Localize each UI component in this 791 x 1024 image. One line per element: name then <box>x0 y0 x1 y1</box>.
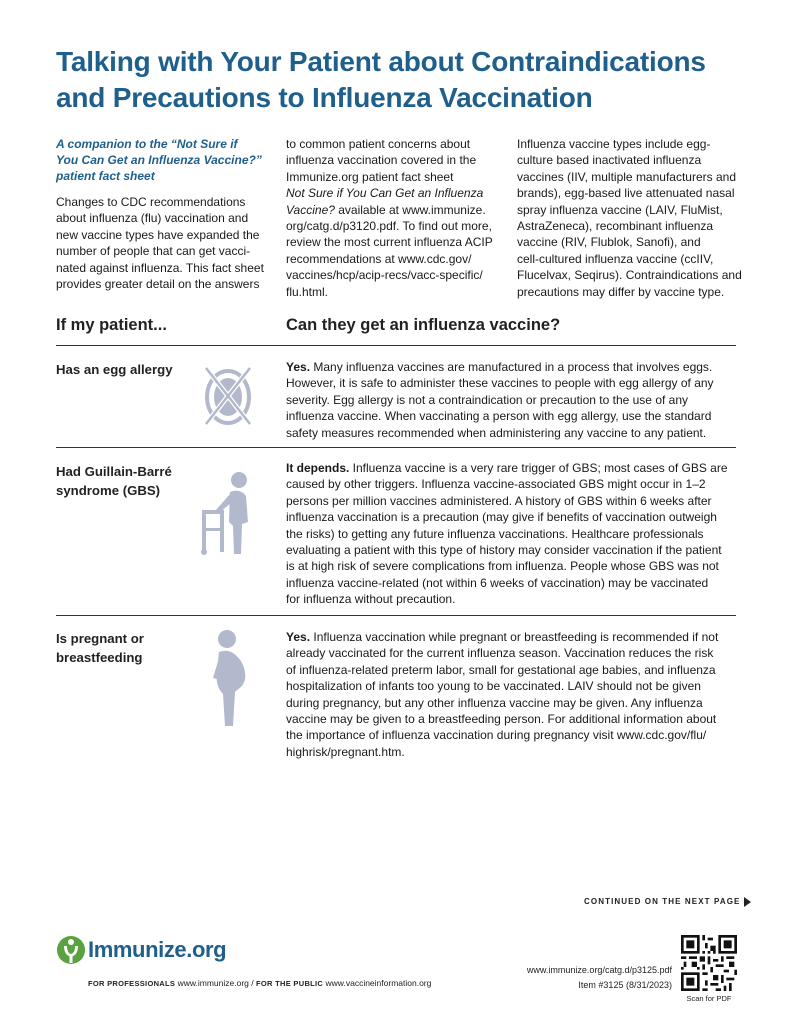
row-label-gbs: Had Guillain-Barré syndrome (GBS) <box>56 464 172 498</box>
intro-paragraph-3: Influenza vaccine types include egg- culture based inactivated influenza vaccines (IIV, multiple manufacturers and brands), egg-based live attenuated nasal spray influenza vaccine (LAIV, FluMist, AstraZeneca), recombinant influenza vaccine (RIV, Flublok, Sanofi), and cell-cultured influenza vaccine (ccIIV, Flucelvax, Seqirus). Contraindications and precautions may differ by vaccine type. <box>517 137 742 299</box>
answer-yes: Yes. <box>286 630 311 644</box>
document-url[interactable]: www.immunize.org/catg.d/p3125.pdf <box>526 965 672 975</box>
public-site-link[interactable]: www.vaccineinformation.org <box>325 978 432 988</box>
intro-paragraph-1: Changes to CDC recommendations about influenza (flu) vaccination and new vaccine types have expanded the number of people that can get vacci- nated against influenza. This fact sheet provides greater detail on the answers <box>56 195 264 292</box>
answer-yes: Yes. <box>286 360 311 374</box>
triangle-arrow-icon <box>744 897 751 907</box>
answer-it-depends: It depends. <box>286 461 350 475</box>
logo-wordmark: Immunize.org <box>88 937 227 962</box>
crossed-out-egg-icon <box>200 362 256 428</box>
intro-paragraph-2: to common patient concerns about influenza vaccination covered in the Immunize.org patient fact sheet Not Sure if You Can Get an Influenza Vaccine? available at www.immunize. org/catg.d/p3120.pdf. To find out more, review the most current influenza ACIP recommendations at www.cdc.gov/ vaccines/hcp/acip-recs/vacc-specific/ flu.html. <box>286 137 493 299</box>
row-divider <box>56 447 736 448</box>
intro-column-3 <box>517 136 742 300</box>
row-divider <box>56 615 736 616</box>
row-answer-pregnant: Yes. Influenza vaccination while pregnant or breastfeeding is recommended if not already vaccinated for the current influenza season. Vaccination reduces the risk of influenza-related preterm labor, small for gestational age babies, and influenza hospitalization of infants too young to be vaccinated. LAIV should not be given during pregnancy, but any other influenza vaccine may be given. Any influenza vaccine may be given to a breastfeeding person. For additional information about the importance of influenza vaccination during pregnancy visit www.cdc.gov/flu/ highrisk/pregnant.htm. <box>286 630 719 759</box>
item-number: Item #3125 (8/31/2023) <box>578 980 672 990</box>
document-reference <box>500 963 672 993</box>
continued-next-page: CONTINUED ON THE NEXT PAGE <box>584 897 751 907</box>
header-divider <box>56 345 736 346</box>
qr-caption: Scan for PDF <box>686 994 732 1003</box>
fact-sheet-title: Not Sure if You Can Get an Influenza <box>286 186 484 201</box>
row-answer-gbs: It depends. Influenza vaccine is a very rare trigger of GBS; most cases of GBS are caused by other triggers. Influenza vaccine-associated GBS might occur in 1–2 persons per million vaccines administered. A history of GBS within 6 weeks after influenza vaccination is a precaution (may give if benefits of vaccination outweigh the risks) to getting any future influenza vaccinations. Healthcare professionals evaluating a patient with this type of history may consider vaccination if the patient is at high risk of severe complications from influenza. People whose GBS was not influenza vaccine-related (not within 6 weeks of vaccination) may be vaccinated for influenza without precaution. <box>286 461 728 607</box>
row-label-egg-allergy: Has an egg allergy <box>56 362 173 377</box>
qr-code-icon[interactable] <box>681 935 737 991</box>
immunize-logo <box>56 933 256 969</box>
footer-links: FOR PROFESSIONALS www.immunize.org / FOR THE PUBLIC www.vaccineinformation.org <box>88 978 432 988</box>
column-header-patient: If my patient... <box>56 316 167 334</box>
column-header-answer: Can they get an influenza vaccine? <box>286 316 561 334</box>
person-with-walker-icon <box>196 470 260 556</box>
companion-subtitle: A companion to the “Not Sure if You Can Get an Influenza Vaccine?” patient fact sheet <box>56 137 262 183</box>
row-answer-egg-allergy: Yes. Many influenza vaccines are manufactured in a process that involves eggs. However, it is safe to administer these vaccines to people with egg allergy of any severity. Egg allergy is not a contraindication or precaution to the use of any influenza vaccine. When vaccinating a person with egg allergy, use the standard safety measures recommended when administering any vaccine to any patient. <box>286 360 714 440</box>
immunize-shield-icon <box>56 933 86 967</box>
page-title <box>56 44 756 116</box>
intro-column-2 <box>286 136 504 300</box>
row-label-pregnant: Is pregnant or breastfeeding <box>56 631 144 665</box>
professional-site-link[interactable]: www.immunize.org <box>177 978 249 988</box>
title-line-2: and Precautions to Influenza Vaccination <box>56 82 593 113</box>
intro-column-1 <box>56 136 274 292</box>
title-line-1: Talking with Your Patient about Contraindications <box>56 46 706 77</box>
pregnant-person-icon <box>205 628 253 728</box>
